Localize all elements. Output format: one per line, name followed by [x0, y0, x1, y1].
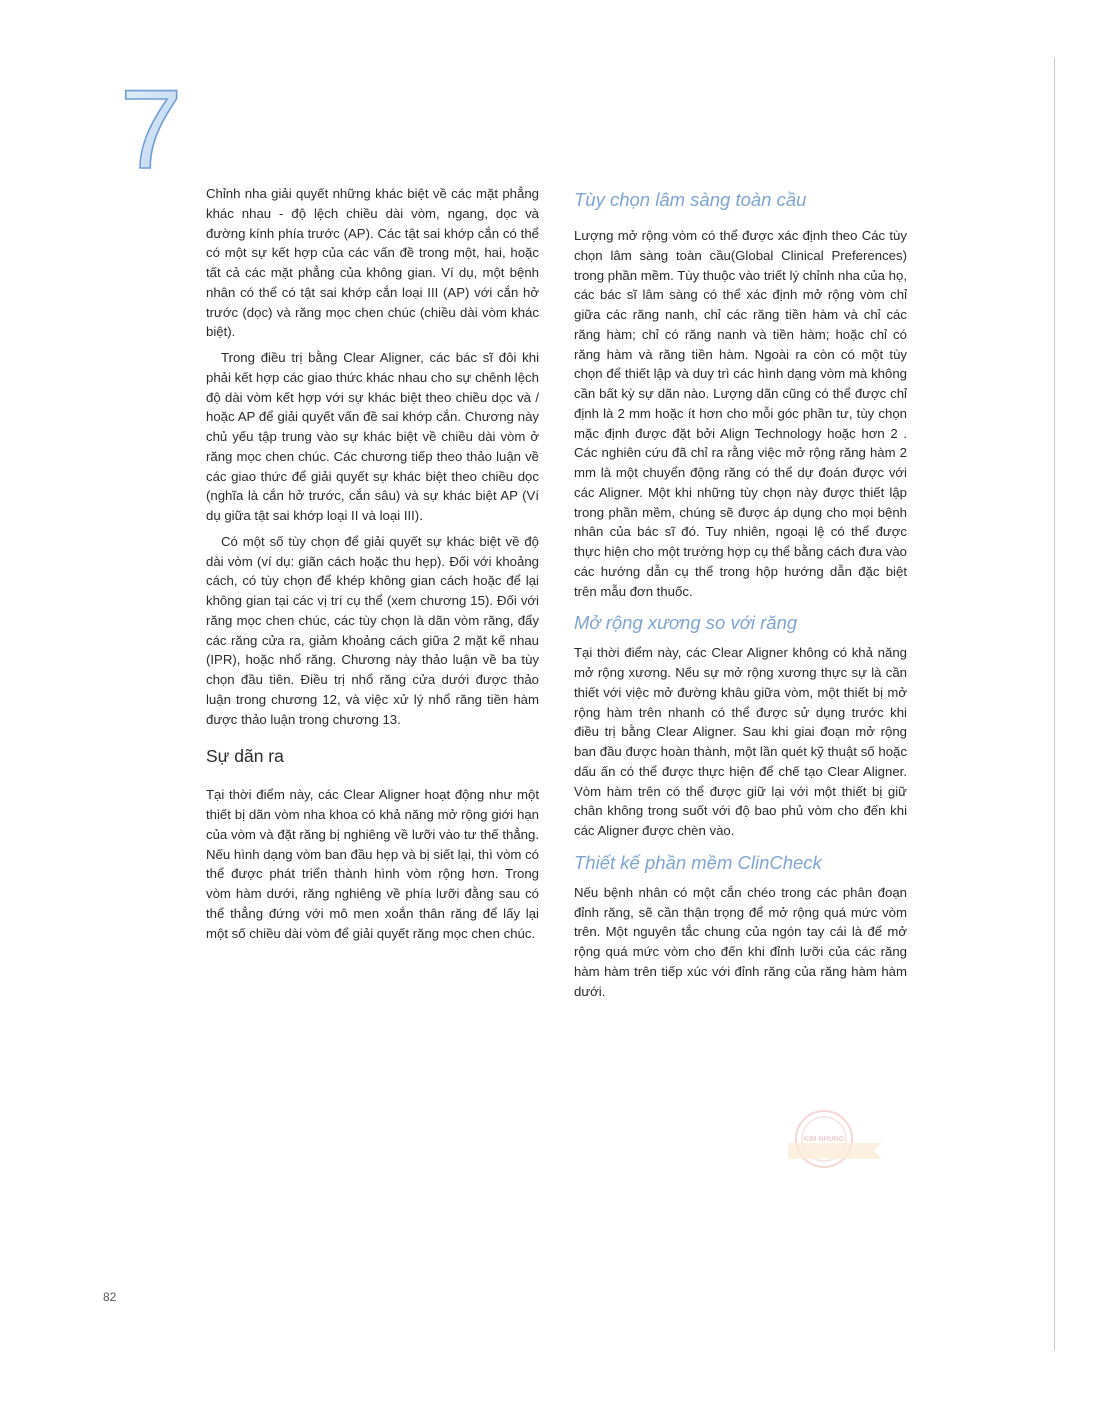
- intro-paragraph-3: Có một số tùy chọn để giải quyết sự khác biệt về độ dài vòm (ví dụ: giãn cách hoặc thu hẹp). Đối với khoảng cách, có tùy chọn để khép không gian cách hoặc để lại không gian tại các vị trí cụ thể (xem chương 15). Đối với răng mọc chen chúc, các tùy chọn là dãn vòm răng, đẩy các răng cửa ra, giảm khoảng cách giữa 2 mặt kế nhau (IPR), hoặc nhổ răng. Chương này thảo luận về ba tùy chọn đầu tiên. Điều trị nhổ răng cửa dưới được thảo luận trong chương 12, và việc xử lý nhổ răng tiền hàm được thảo luận trong chương 13.: [206, 533, 539, 727]
- section-heading-global-preferences: Tùy chọn lâm sàng toàn cầu: [574, 189, 807, 210]
- right-column: [574, 188, 907, 1007]
- stamp-text: KIM NHUNG: [803, 1136, 845, 1143]
- left-column: [206, 184, 539, 949]
- page-number: 82: [103, 1290, 117, 1304]
- chapter-number: 7: [120, 67, 183, 192]
- watermark-stamp: [778, 1105, 882, 1171]
- section-heading-clincheck: Thiết kế phần mềm ClinCheck: [574, 851, 822, 873]
- skeletal-vs-dental-paragraph: Tại thời điểm này, các Clear Aligner không có khả năng mở rộng xương. Nếu sự mở rộng xương thực sự là cần thiết với việc mở đường khâu giữa vòm, một thiết bị mở rộng hàm trên nhanh có thể được sử dụng trước khi điều trị bằng Clear Aligner. Sau khi giai đoạn mở rộng ban đầu được hoàn thành, một lần quét kỹ thuật số hoặc dấu ấn có thể được thực hiện để chế tạo Clear Aligner. Vòm hàm trên có thể được giữ lại với một thiết bị giữ chân không trong suốt với độ bao phủ vòm cho đến khi các Aligner được chèn vào.: [574, 645, 907, 838]
- section-heading-skeletal-vs-dental: Mở rộng xương so với răng: [574, 612, 798, 634]
- intro-paragraph-1: Chỉnh nha giải quyết những khác biệt về các mặt phẳng khác nhau - độ lệch chiều dài vòm, ngang, dọc và đường kính phía trước (AP). Các tật sai khớp cắn có thể có một sự kết hợp của các vấn đề trong một, hai, hoặc tất cả các mặt phẳng của không gian. Ví dụ, một bệnh nhân có thể có tật sai khớp cắn loại III (AP) với cắn hở trước (dọc) và răng mọc chen chúc (chiều dài vòm khác biệt).: [206, 186, 539, 340]
- chapter-number-graphic: [60, 50, 680, 200]
- section-heading-expansion: Sự dãn ra: [206, 746, 284, 767]
- clincheck-paragraph: Nếu bệnh nhân có một cắn chéo trong các phân đoạn đỉnh răng, sẽ cần thận trọng để mở rộng quá mức vòm trên. Một nguyên tắc chung của ngón tay cái là để mở rộng quá mức vòm cho đến khi đỉnh lưỡi của các răng hàm hàm trên tiếp xúc với đỉnh răng của răng hàm hàm dưới.: [574, 884, 907, 999]
- intro-paragraph-2: Trong điều trị bằng Clear Aligner, các bác sĩ đôi khi phải kết hợp các giao thức khác nhau cho sự chênh lệch độ dài vòm kết hợp với sự khác biệt theo chiều dọc và / hoặc AP để giải quyết vấn đề sai khớp cắn. Chương này chủ yếu tập trung vào sự khác biệt về chiều dài vòm ở răng mọc chen chúc. Các chương tiếp theo thảo luận về các giao thức để giải quyết sự khác biệt theo chiều dọc (nghĩa là cắn hở trước, cắn sâu) và sự khác biệt AP (Ví dụ giữa tật sai khớp loại II và loại III).: [206, 350, 539, 523]
- page-edge-rule: [1054, 58, 1055, 1350]
- expansion-paragraph: Tại thời điểm này, các Clear Aligner hoạt động như một thiết bị dãn vòm nha khoa có khả năng mở rộng giới hạn của vòm và đặt răng bị nghiêng về lưỡi vào tư thế thẳng. Nếu hình dạng vòm ban đầu hẹp và bị siết lại, thì vòm có thể được phát triển thành hình vòm rộng hơn. Trong vòm hàm dưới, răng nghiêng về phía lưỡi đằng sau có thể thẳng đứng với mô men xoắn thân răng để lấy lại một số chiều dài vòm để giải quyết răng mọc chen chúc.: [206, 787, 539, 941]
- global-preferences-paragraph: Lượng mở rộng vòm có thể được xác định theo Các tùy chọn lâm sàng toàn cầu(Global Clinical Preferences) trong phần mềm. Tùy thuộc vào triết lý chỉnh nha của họ, các bác sĩ lâm sàng có thể xác định mở rộng vòm chỉ giữa các răng nanh, chỉ các răng tiền hàm và chỉ các răng hàm; chỉ có răng nanh và tiền hàm; hoặc chỉ có răng hàm và răng tiền hàm. Ngoài ra còn có một tùy chọn để thiết lập và duy trì các hình dạng vòm mà không cần bất kỳ sự dãn nào. Lượng dãn cũng có thể được chỉ định là 2 mm hoặc ít hơn cho mỗi góc phần tư, tùy chọn mặc định được đặt bởi Align Technology hoặc hơn 2 . Các nghiên cứu đã chỉ ra rằng việc mở rộng răng hàm 2 mm là một chuyển động răng có thể dự đoán được với các Aligner. Một khi những tùy chọn này được thiết lập trong phần mềm, chúng sẽ được áp dụng cho mọi bệnh nhân của bác sĩ đó. Tuy nhiên, ngoại lệ có thể được thực hiện cho một trường hợp cụ thể bằng cách đưa vào các hướng dẫn cụ thể trong hộp hướng dẫn đặc biệt trên mẫu đơn thuốc.: [574, 228, 907, 599]
